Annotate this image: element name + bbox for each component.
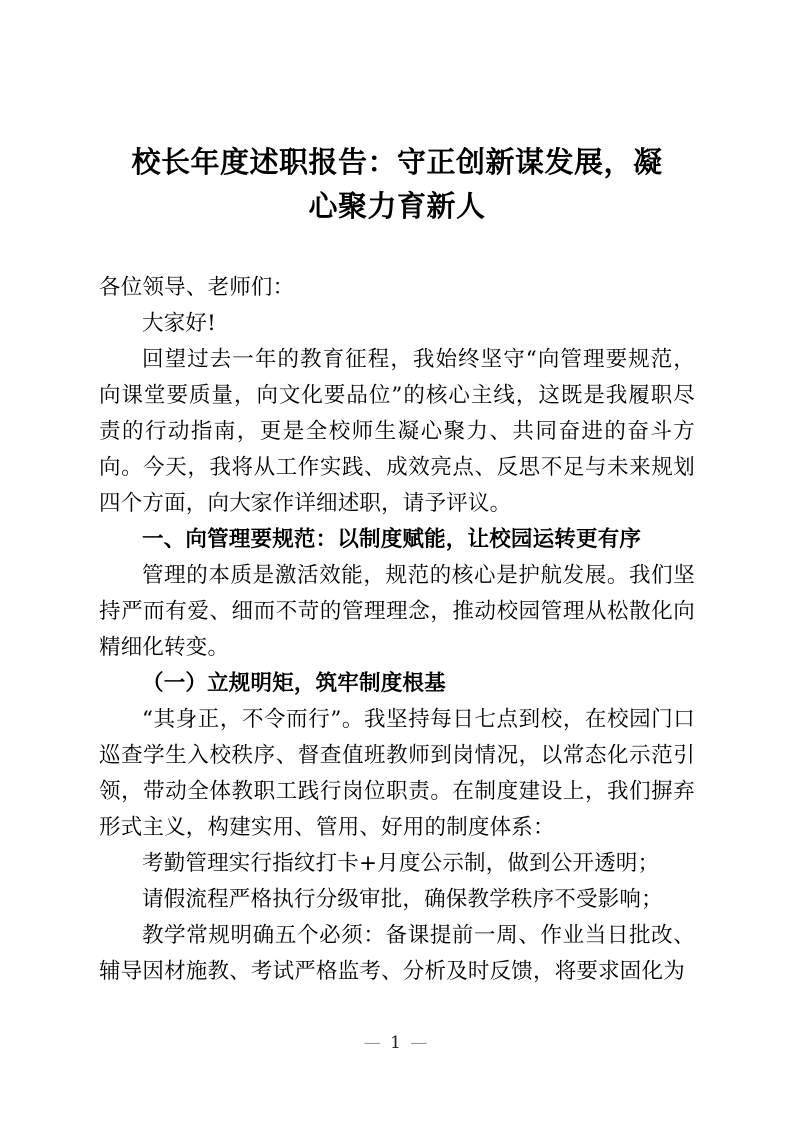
list-item: 教学常规明确五个必须：备课提前一周、作业当日批改、辅导因材施教、考试严格监考、分析及时反馈，将要求固化为 — [99, 923, 695, 984]
salutation-line: 各位领导、老师们： — [99, 275, 295, 300]
section-heading-1: 一、向管理要规范：以制度赋能，让校园运转更有序 — [142, 527, 642, 552]
intro-paragraph: 回望过去一年的教育征程，我始终坚守“向管理要规范，向课堂要质量，向文化要品位”的核心主线，这既是我履职尽责的行动指南，更是全校师生凝心聚力、共同奋进的奋斗方向。今天，我将从工作实践、成效亮点、反思不足与未来规划四个方面，向大家作详细述职，请予评议。 — [99, 347, 695, 516]
subsection-heading-1: （一）立规明矩，筑牢制度根基 — [142, 671, 446, 696]
section-1-paragraph: 管理的本质是激活效能，规范的核心是护航发展。我们坚持严而有爱、细而不苛的管理理念，推动校园管理从松散化向精细化转变。 — [99, 563, 695, 660]
page-footer — [0, 1033, 793, 1053]
page-title-line-1: 校长年度述职报告：守正创新谋发展，凝 — [131, 145, 663, 179]
list-item: 考勤管理实行指纹打卡+月度公示制，做到公开透明； — [142, 851, 660, 876]
document-body — [99, 140, 695, 990]
footer-dash-left: — — [363, 1033, 383, 1053]
subsection-1-paragraph: “其身正，不令而行”。我坚持每日七点到校，在校园门口巡查学生入校秩序、督查值班教师到岗情况，以常态化示范引领，带动全体教职工践行岗位职责。在制度建设上，我们摒弃形式主义，构建实用、管用、好用的制度体系： — [99, 707, 695, 840]
list-item: 请假流程严格执行分级审批，确保教学秩序不受影响； — [142, 887, 663, 912]
document-title-block — [99, 140, 695, 228]
page-number: 1 — [390, 1033, 403, 1053]
greeting-paragraph: 大家好! — [142, 311, 216, 336]
page-title-line-2: 心聚力育新人 — [308, 189, 486, 223]
footer-dash-right: — — [410, 1033, 430, 1053]
